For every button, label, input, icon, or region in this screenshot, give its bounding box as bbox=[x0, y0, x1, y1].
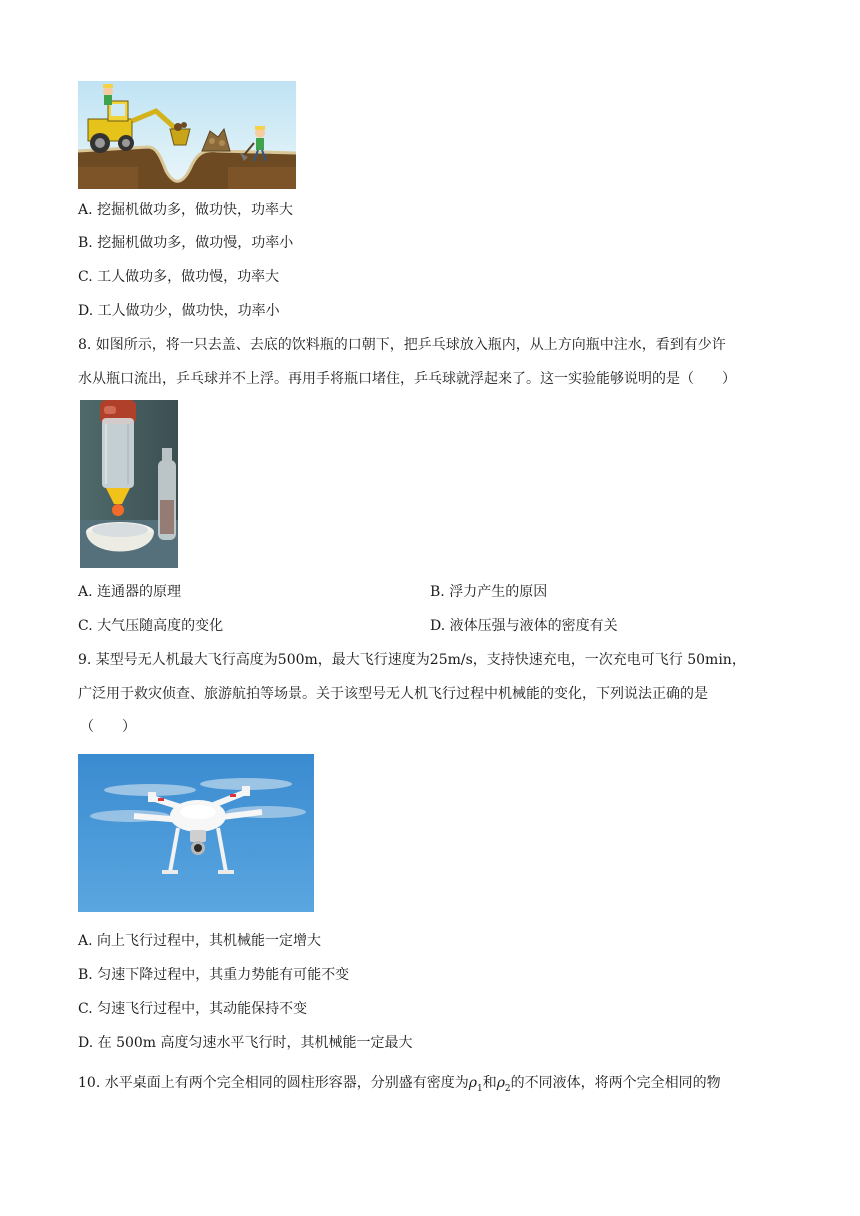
q7-option-d: D. 工人做功少，做功快，功率小 bbox=[78, 303, 280, 319]
q8-stem-line-2: 水从瓶口流出，乒乓球并不上浮。再用手将瓶口堵住，乒乓球就浮起来了。这一实验能够说明的是（ ） bbox=[78, 371, 736, 387]
q10-stem-part-1: 10. 水平桌面上有两个完全相同的圆柱形容器，分别盛有密度为 bbox=[78, 1075, 469, 1091]
q9-stem-line-3: （ ） bbox=[80, 719, 136, 735]
q8-stem-line-1: 8. 如图所示，将一只去盖、去底的饮料瓶的口朝下，把乒乓球放入瓶内，从上方向瓶中注水，看到有少许 bbox=[78, 337, 726, 353]
q9-stem-line-2: 广泛用于救灾侦查、旅游航拍等场景。关于该型号无人机飞行过程中机械能的变化，下列说法正确的是 bbox=[78, 686, 708, 702]
q9-option-b: B. 匀速下降过程中，其重力势能有可能不变 bbox=[78, 967, 350, 983]
q8-option-d: D. 液体压强与液体的密度有关 bbox=[430, 618, 618, 634]
q9-option-d: D. 在 500m 高度匀速水平飞行时，其机械能一定最大 bbox=[78, 1035, 413, 1051]
rho-2-subscript: 2 bbox=[504, 1083, 511, 1094]
q7-option-b: B. 挖掘机做功多，做功慢，功率小 bbox=[78, 235, 294, 251]
q7-option-a: A. 挖掘机做功多，做功快，功率大 bbox=[78, 202, 294, 218]
q8-option-a: A. 连通器的原理 bbox=[78, 584, 182, 600]
rho-2-symbol: ρ bbox=[496, 1075, 505, 1091]
q7-option-c: C. 工人做功多，做功慢，功率大 bbox=[78, 269, 280, 285]
q10-and-word: 和 bbox=[482, 1075, 497, 1091]
q8-option-b: B. 浮力产生的原因 bbox=[430, 584, 548, 600]
q9-option-c: C. 匀速飞行过程中，其动能保持不变 bbox=[78, 1001, 308, 1017]
q10-stem-part-2: 的不同液体，将两个完全相同的物 bbox=[510, 1075, 721, 1091]
bottle-pingpong-photo bbox=[80, 400, 178, 568]
q10-stem-line-1 bbox=[78, 1073, 721, 1099]
excavator-worker-illustration bbox=[78, 81, 296, 189]
q9-stem-line-1: 9. 某型号无人机最大飞行高度为500m，最大飞行速度为25m/s，支持快速充电，一次充电可飞行 50min， bbox=[78, 652, 746, 668]
q8-option-c: C. 大气压随高度的变化 bbox=[78, 618, 224, 634]
rho-1-subscript: 1 bbox=[476, 1083, 483, 1094]
rho-1-symbol: ρ bbox=[468, 1075, 477, 1091]
drone-photo bbox=[78, 754, 314, 912]
q9-option-a: A. 向上飞行过程中，其机械能一定增大 bbox=[78, 933, 322, 949]
